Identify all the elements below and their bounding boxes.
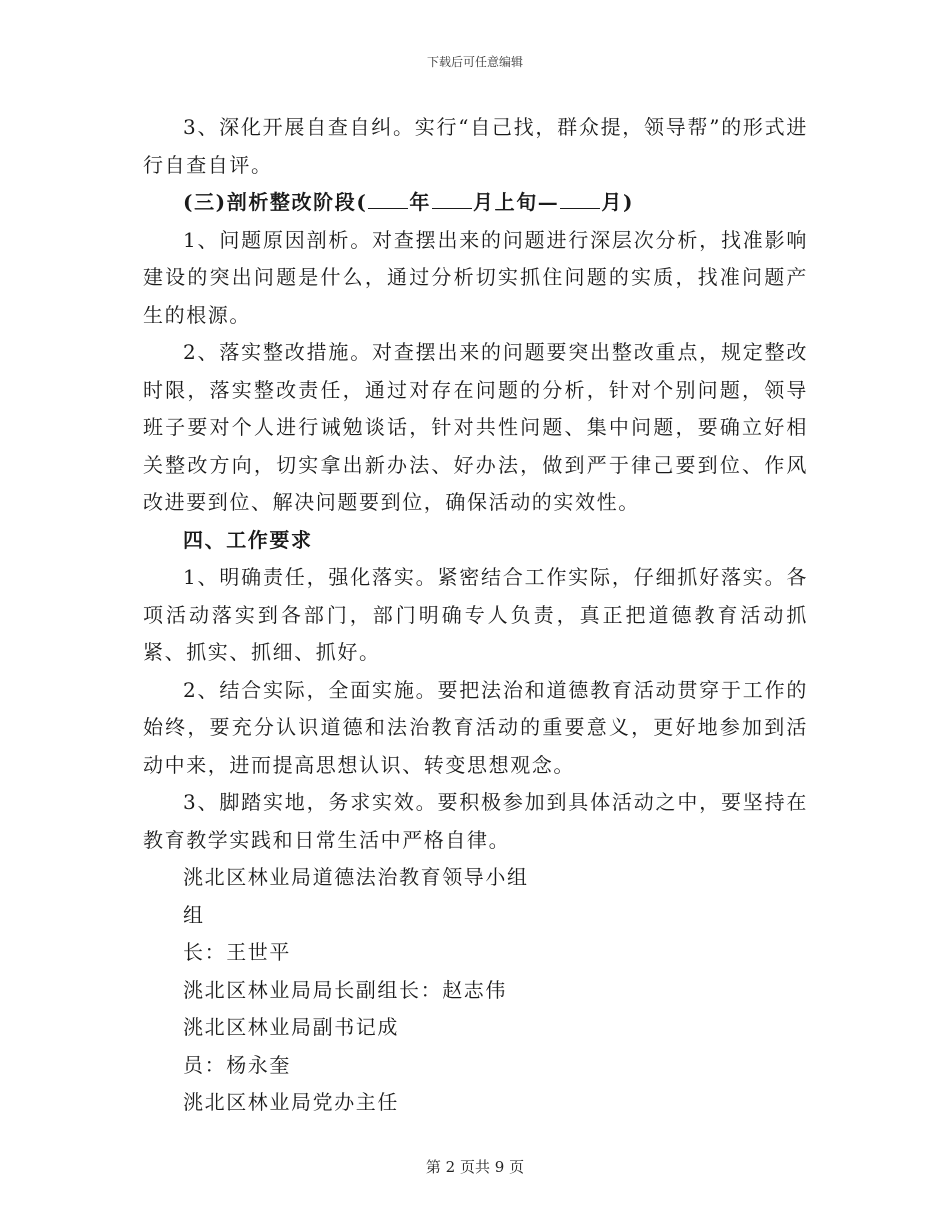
paragraph-self-check: 3、深化开展自查自纠。实行“自己找，群众提，领导帮”的形式进行自查自评。: [143, 115, 808, 177]
signature-line: 组: [183, 902, 205, 927]
heading-year: 年: [409, 190, 431, 214]
blank-year: [368, 188, 408, 209]
paragraph-responsibility: 1、明确责任，强化落实。紧密结合工作实际，仔细抓好落实。各项活动落实到各部门，部门明确专人负责，真正把道德教育活动抓紧、抓实、抓细、抓好。: [143, 565, 808, 664]
signature-line: 长：王世平: [183, 940, 291, 964]
heading-month: 月上旬—: [473, 190, 560, 214]
section-heading-analysis: [143, 184, 808, 222]
page-header: 下载后可任意编辑: [426, 55, 523, 69]
blank-month-start: [432, 188, 472, 209]
blank-month-end: [560, 188, 600, 209]
signature-line: 洮北区林业局党办主任: [183, 1090, 399, 1114]
paragraph-cause-analysis: 1、问题原因剖析。对查摆出来的问题进行深层次分析，找准影响建设的突出问题是什么，通过分析切实抓住问题的实质，找准问题产生的根源。: [143, 227, 808, 327]
signature-line: 员：杨永奎: [183, 1052, 291, 1077]
heading-prefix: (三)剖析整改阶段(: [183, 190, 368, 214]
section-heading-requirements: 四、工作要求: [183, 527, 313, 552]
heading-end: 月): [601, 190, 635, 214]
paragraph-practical: 3、脚踏实地，务求实效。要积极参加到具体活动之中，要坚持在教育教学实践和日常生活中严格自律。: [143, 790, 808, 852]
signature-line: 洮北区林业局副书记成: [183, 1015, 399, 1039]
paragraph-rectification: 2、落实整改措施。对查摆出来的问题要突出整改重点，规定整改时限，落实整改责任，通过对存在问题的分析，针对个别问题，领导班子要对个人进行诫勉谈话，针对共性问题、集中问题，要确立好相关整改方向，切实拿出新办法、好办法，做到严于律己要到位、作风改进要到位、解决问题要到位，确保活动的实效性。: [143, 340, 808, 514]
signature-line: 洮北区林业局道德法治教育领导小组: [183, 865, 529, 889]
document-body: [143, 109, 808, 1122]
paragraph-implementation: 2、结合实际，全面实施。要把法治和道德教育活动贯穿于工作的始终，要充分认识道德和法治教育活动的重要意义，更好地参加到活动中来，进而提高思想认识、转变思想观念。: [143, 677, 808, 777]
signature-line: 洮北区林业局局长副组长：赵志伟: [183, 977, 507, 1002]
page-footer: 第 2 页共 9 页: [425, 1158, 525, 1176]
